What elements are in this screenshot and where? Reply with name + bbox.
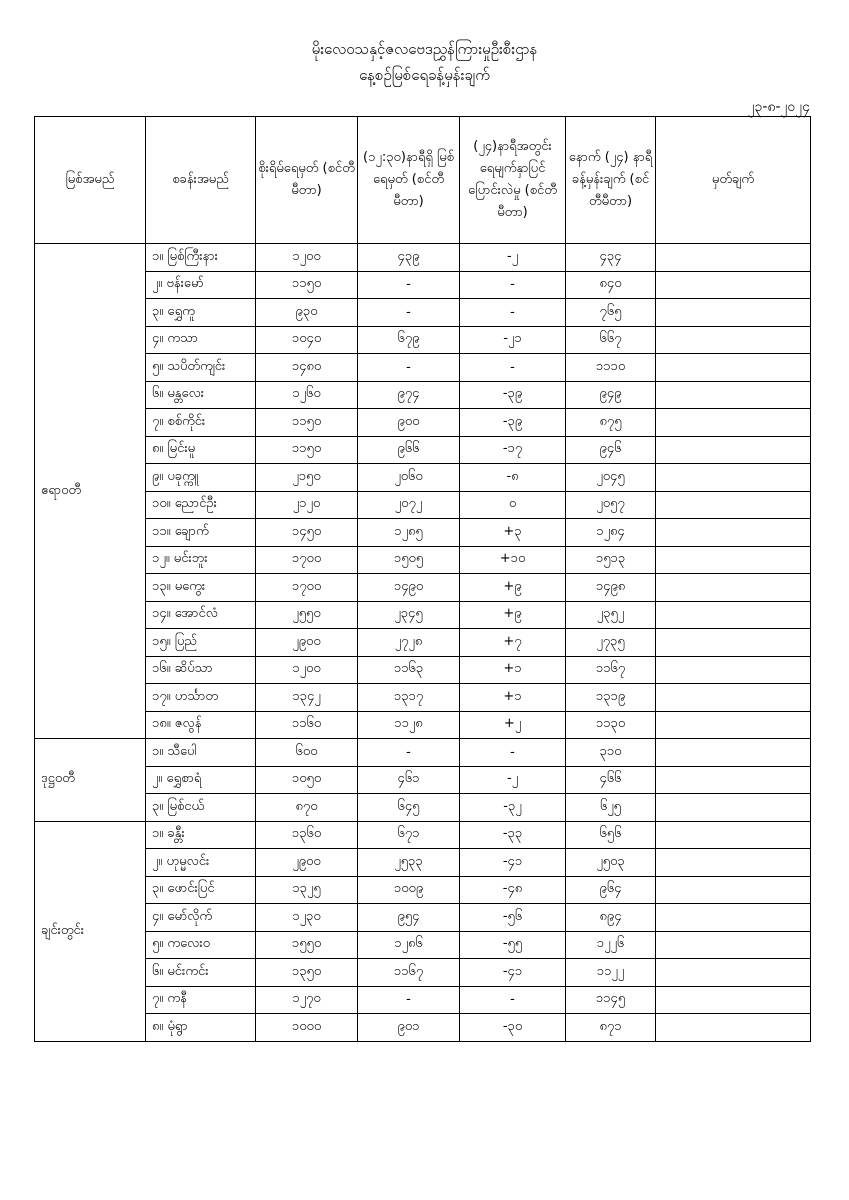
forecast-cell: ၁၂၈၄ <box>566 519 656 547</box>
station-name-cell: ၂။ ဟုမ္မလင်း <box>146 849 256 877</box>
danger-level-cell: ၁၃၅၀ <box>256 959 358 987</box>
station-name-cell: ၇။ စစ်ကိုင်း <box>146 409 256 437</box>
remark-cell <box>656 244 811 272</box>
remark-cell <box>656 711 811 739</box>
danger-level-cell: ၁၃၂၅ <box>256 876 358 904</box>
forecast-cell: ၁၁၁၀ <box>566 354 656 382</box>
forecast-cell: ၂၇၃၅ <box>566 629 656 657</box>
station-name-cell: ၅။ ကလေးဝ <box>146 931 256 959</box>
level-change-cell: -၃၀ <box>460 1014 566 1042</box>
danger-level-cell: ၁၂၀၀ <box>256 244 358 272</box>
table-row <box>35 794 811 822</box>
table-row <box>35 904 811 932</box>
danger-level-cell: ၁၄၈၀ <box>256 354 358 382</box>
danger-level-cell: ၁၃၄၂ <box>256 684 358 712</box>
remark-cell <box>656 629 811 657</box>
station-name-cell: ၁၅။ ပြည် <box>146 629 256 657</box>
remark-cell <box>656 821 811 849</box>
remark-cell <box>656 794 811 822</box>
river-forecast-table <box>34 116 811 1042</box>
level-change-cell: -၅၆ <box>460 904 566 932</box>
level-change-cell: - <box>460 986 566 1014</box>
remark-cell <box>656 904 811 932</box>
remark-cell <box>656 299 811 327</box>
station-name-cell: ၁၂။ မင်းဘူး <box>146 546 256 574</box>
forecast-cell: ၁၄၉၈ <box>566 574 656 602</box>
table-row <box>35 491 811 519</box>
level-change-cell: +၉ <box>460 574 566 602</box>
remark-cell <box>656 271 811 299</box>
level-change-cell: +၉ <box>460 601 566 629</box>
station-name-cell: ၃။ ဖောင်းပြင် <box>146 876 256 904</box>
station-name-cell: ၄။ ကသာ <box>146 326 256 354</box>
danger-level-cell: ၁၂၇၀ <box>256 986 358 1014</box>
danger-level-cell: ၂၉၀၀ <box>256 849 358 877</box>
table-row <box>35 739 811 767</box>
current-level-cell: ၉၀၁ <box>358 1014 460 1042</box>
current-level-cell: ၆၇၁ <box>358 821 460 849</box>
current-level-cell: ၁၄၉၀ <box>358 574 460 602</box>
remark-cell <box>656 436 811 464</box>
remark-cell <box>656 849 811 877</box>
table-row <box>35 821 811 849</box>
current-level-cell: ၂၅၃၃ <box>358 849 460 877</box>
danger-level-cell: ၁၁၅၀ <box>256 409 358 437</box>
level-change-cell: -၄၁ <box>460 849 566 877</box>
col-header-danger-level: စိုးရိမ်ရေမှတ် (စင်တီမီတာ) <box>256 117 358 244</box>
forecast-cell: ၆၆၇ <box>566 326 656 354</box>
station-name-cell: ၇။ ကနီ <box>146 986 256 1014</box>
forecast-cell: ၁၂၂၆ <box>566 931 656 959</box>
table-row <box>35 656 811 684</box>
table-row <box>35 244 811 272</box>
station-name-cell: ၁။ သီပေါ <box>146 739 256 767</box>
level-change-cell: +၂ <box>460 711 566 739</box>
level-change-cell: -၂၁ <box>460 326 566 354</box>
current-level-cell: ၄၆၁ <box>358 766 460 794</box>
forecast-cell: ၂၅၀၃ <box>566 849 656 877</box>
station-name-cell: ၁။ မြစ်ကြီးနား <box>146 244 256 272</box>
table-row <box>35 436 811 464</box>
danger-level-cell: ၁၄၅၀ <box>256 519 358 547</box>
remark-cell <box>656 1014 811 1042</box>
current-level-cell: ၉၅၄ <box>358 904 460 932</box>
level-change-cell: +၃ <box>460 519 566 547</box>
table-row <box>35 354 811 382</box>
col-header-24h-forecast: နောက် (၂၄) နာရီ ခန့်မှန်းချက် (စင်တီမီတာ) <box>566 117 656 244</box>
table-row <box>35 409 811 437</box>
forecast-cell: ၃၁၀ <box>566 739 656 767</box>
remark-cell <box>656 684 811 712</box>
forecast-cell: ၉၄၉ <box>566 381 656 409</box>
col-header-24h-change: (၂၄)နာရီအတွင်း ရေမျက်နှာပြင် ပြောင်းလဲမှု (စင်တီမီတာ) <box>460 117 566 244</box>
level-change-cell: +၁ <box>460 684 566 712</box>
station-name-cell: ၈။ မုံရွာ <box>146 1014 256 1042</box>
station-name-cell: ၈။ မြင်းမူ <box>146 436 256 464</box>
remark-cell <box>656 739 811 767</box>
report-date: ၂၃-၈-၂၀၂၄ <box>747 99 810 115</box>
danger-level-cell: ၉၃၀ <box>256 299 358 327</box>
current-level-cell: ၁၂၈၅ <box>358 519 460 547</box>
remark-cell <box>656 766 811 794</box>
current-level-cell: ၁၁၆၇ <box>358 959 460 987</box>
current-level-cell: ၂၀၆၀ <box>358 464 460 492</box>
station-name-cell: ၁၄။ အောင်လံ <box>146 601 256 629</box>
remark-cell <box>656 656 811 684</box>
level-change-cell: ၀ <box>460 491 566 519</box>
station-name-cell: ၆။ မန္တလေး <box>146 381 256 409</box>
level-change-cell: +၁၀ <box>460 546 566 574</box>
danger-level-cell: ၁၀၅၀ <box>256 766 358 794</box>
station-name-cell: ၁၀။ ညောင်ဦး <box>146 491 256 519</box>
forecast-cell: ၄၃၄ <box>566 244 656 272</box>
level-change-cell: -၂ <box>460 766 566 794</box>
danger-level-cell: ၂၅၅၀ <box>256 601 358 629</box>
forecast-cell: ၂၀၄၅ <box>566 464 656 492</box>
level-change-cell: -၄၁ <box>460 959 566 987</box>
level-change-cell: -၂ <box>460 244 566 272</box>
table-body <box>35 244 811 1042</box>
forecast-cell: ၂၀၅၇ <box>566 491 656 519</box>
current-level-cell: ၁၅၀၅ <box>358 546 460 574</box>
table-row <box>35 271 811 299</box>
station-name-cell: ၅။ သပိတ်ကျင်း <box>146 354 256 382</box>
table-row <box>35 519 811 547</box>
remark-cell <box>656 326 811 354</box>
forecast-cell: ၉၄၆ <box>566 436 656 464</box>
station-name-cell: ၃။ ရွှေကူ <box>146 299 256 327</box>
table-row <box>35 574 811 602</box>
table-row <box>35 711 811 739</box>
remark-cell <box>656 381 811 409</box>
current-level-cell: ၆၄၅ <box>358 794 460 822</box>
level-change-cell: -၃၉ <box>460 381 566 409</box>
level-change-cell: +၇ <box>460 629 566 657</box>
danger-level-cell: ၁၇၀၀ <box>256 574 358 602</box>
current-level-cell: ၁၁၂၈ <box>358 711 460 739</box>
remark-cell <box>656 986 811 1014</box>
station-name-cell: ၁၇။ ဟင်္သာတ <box>146 684 256 712</box>
forecast-cell: ၁၁၆၇ <box>566 656 656 684</box>
forecast-cell: ၁၁၄၅ <box>566 986 656 1014</box>
forecast-cell: ၆၅၆ <box>566 821 656 849</box>
level-change-cell: -၃၂ <box>460 794 566 822</box>
forecast-cell: ၈၉၄ <box>566 904 656 932</box>
level-change-cell: -၈ <box>460 464 566 492</box>
remark-cell <box>656 574 811 602</box>
danger-level-cell: ၂၉၀၀ <box>256 629 358 657</box>
current-level-cell: ၁၃၁၇ <box>358 684 460 712</box>
table-row <box>35 546 811 574</box>
danger-level-cell: ၁၇၀၀ <box>256 546 358 574</box>
current-level-cell: ၉၇၄ <box>358 381 460 409</box>
forecast-cell: ၈၇၁ <box>566 1014 656 1042</box>
remark-cell <box>656 491 811 519</box>
forecast-cell: ၁၁၃၀ <box>566 711 656 739</box>
river-name-cell: ဧရာဝတီ <box>35 244 146 739</box>
remark-cell <box>656 464 811 492</box>
table-row <box>35 464 811 492</box>
current-level-cell: ၉၆၆ <box>358 436 460 464</box>
col-header-remarks: မှတ်ချက် <box>656 117 811 244</box>
danger-level-cell: ၁၁၆၀ <box>256 711 358 739</box>
current-level-cell: ၉၀၀ <box>358 409 460 437</box>
station-name-cell: ၄။ မော်လိုက် <box>146 904 256 932</box>
table-row <box>35 876 811 904</box>
forecast-cell: ၇၆၅ <box>566 299 656 327</box>
current-level-cell: ၁၂၈၆ <box>358 931 460 959</box>
table-row <box>35 931 811 959</box>
station-name-cell: ၁၆။ ဆိပ်သာ <box>146 656 256 684</box>
station-name-cell: ၂။ ရွှေစာရံ <box>146 766 256 794</box>
current-level-cell: ၂၇၂၈ <box>358 629 460 657</box>
remark-cell <box>656 409 811 437</box>
danger-level-cell: ၆၀၀ <box>256 739 358 767</box>
table-header-row <box>35 117 811 244</box>
table-row <box>35 849 811 877</box>
forecast-cell: ၉၆၄ <box>566 876 656 904</box>
danger-level-cell: ၈၇၀ <box>256 794 358 822</box>
col-header-station: စခန်းအမည် <box>146 117 256 244</box>
current-level-cell: - <box>358 299 460 327</box>
danger-level-cell: ၁၁၅၀ <box>256 271 358 299</box>
level-change-cell: +၁ <box>460 656 566 684</box>
col-header-current-level: (၁၂:၃၀)နာရီရှိ မြစ်ရေမှတ် (စင်တီမီတာ) <box>358 117 460 244</box>
table-row <box>35 601 811 629</box>
station-name-cell: ၉။ ပခုက္ကူ <box>146 464 256 492</box>
forecast-cell: ၂၃၅၂ <box>566 601 656 629</box>
remark-cell <box>656 354 811 382</box>
river-name-cell: ချင်းတွင်း <box>35 821 146 1041</box>
remark-cell <box>656 601 811 629</box>
current-level-cell: ၂၃၄၅ <box>358 601 460 629</box>
table-row <box>35 986 811 1014</box>
table-row <box>35 629 811 657</box>
forecast-cell: ၈၄၀ <box>566 271 656 299</box>
remark-cell <box>656 519 811 547</box>
current-level-cell: ၄၃၉ <box>358 244 460 272</box>
remark-cell <box>656 546 811 574</box>
danger-level-cell: ၁၃၆၀ <box>256 821 358 849</box>
current-level-cell: ၁၀၀၉ <box>358 876 460 904</box>
danger-level-cell: ၁၂၀၀ <box>256 656 358 684</box>
forecast-cell: ၁၃၁၉ <box>566 684 656 712</box>
river-name-cell: ဒုဋ္ဌဝတီ <box>35 739 146 822</box>
station-name-cell: ၁။ ခန္တီး <box>146 821 256 849</box>
table-row <box>35 684 811 712</box>
level-change-cell: -၄၈ <box>460 876 566 904</box>
level-change-cell: -၁၇ <box>460 436 566 464</box>
danger-level-cell: ၁၅၅၀ <box>256 931 358 959</box>
table-row <box>35 766 811 794</box>
forecast-cell: ၈၇၅ <box>566 409 656 437</box>
station-name-cell: ၁၈။ ဇလွန် <box>146 711 256 739</box>
current-level-cell: ၁၁၆၃ <box>358 656 460 684</box>
level-change-cell: - <box>460 271 566 299</box>
danger-level-cell: ၁၁၅၀ <box>256 436 358 464</box>
danger-level-cell: ၁၀၄၀ <box>256 326 358 354</box>
current-level-cell: - <box>358 739 460 767</box>
forecast-cell: ၁၁၂၂ <box>566 959 656 987</box>
forecast-cell: ၁၅၁၃ <box>566 546 656 574</box>
danger-level-cell: ၁၂၆၀ <box>256 381 358 409</box>
level-change-cell: - <box>460 354 566 382</box>
table-row <box>35 381 811 409</box>
current-level-cell: - <box>358 271 460 299</box>
level-change-cell: -၃၃ <box>460 821 566 849</box>
current-level-cell: ၆၇၉ <box>358 326 460 354</box>
remark-cell <box>656 876 811 904</box>
danger-level-cell: ၁၂၃၀ <box>256 904 358 932</box>
current-level-cell: ၂၀၇၂ <box>358 491 460 519</box>
station-name-cell: ၂။ ဗန်းမော် <box>146 271 256 299</box>
current-level-cell: - <box>358 354 460 382</box>
station-name-cell: ၆။ မင်းကင်း <box>146 959 256 987</box>
station-name-cell: ၃။ မြစ်ငယ် <box>146 794 256 822</box>
danger-level-cell: ၂၁၅၀ <box>256 464 358 492</box>
table-row <box>35 326 811 354</box>
station-name-cell: ၁၁။ ချောက် <box>146 519 256 547</box>
table-row <box>35 299 811 327</box>
level-change-cell: -၅၅ <box>460 931 566 959</box>
level-change-cell: - <box>460 299 566 327</box>
report-title: နေ့စဉ်မြစ်ရေခန့်မှန်းချက် <box>359 66 490 84</box>
danger-level-cell: ၁၀၀၀ <box>256 1014 358 1042</box>
level-change-cell: -၃၉ <box>460 409 566 437</box>
remark-cell <box>656 959 811 987</box>
current-level-cell: - <box>358 986 460 1014</box>
remark-cell <box>656 931 811 959</box>
col-header-river: မြစ်အမည် <box>35 117 146 244</box>
forecast-cell: ၆၂၅ <box>566 794 656 822</box>
danger-level-cell: ၂၁၂၀ <box>256 491 358 519</box>
level-change-cell: - <box>460 739 566 767</box>
station-name-cell: ၁၃။ မကွေး <box>146 574 256 602</box>
table-row <box>35 959 811 987</box>
table-row <box>35 1014 811 1042</box>
forecast-cell: ၄၆၆ <box>566 766 656 794</box>
department-title: မိုးလေဝသနှင့်ဇလဗေဒညွှန်ကြားမှုဦးစီးဌာန <box>311 40 538 58</box>
